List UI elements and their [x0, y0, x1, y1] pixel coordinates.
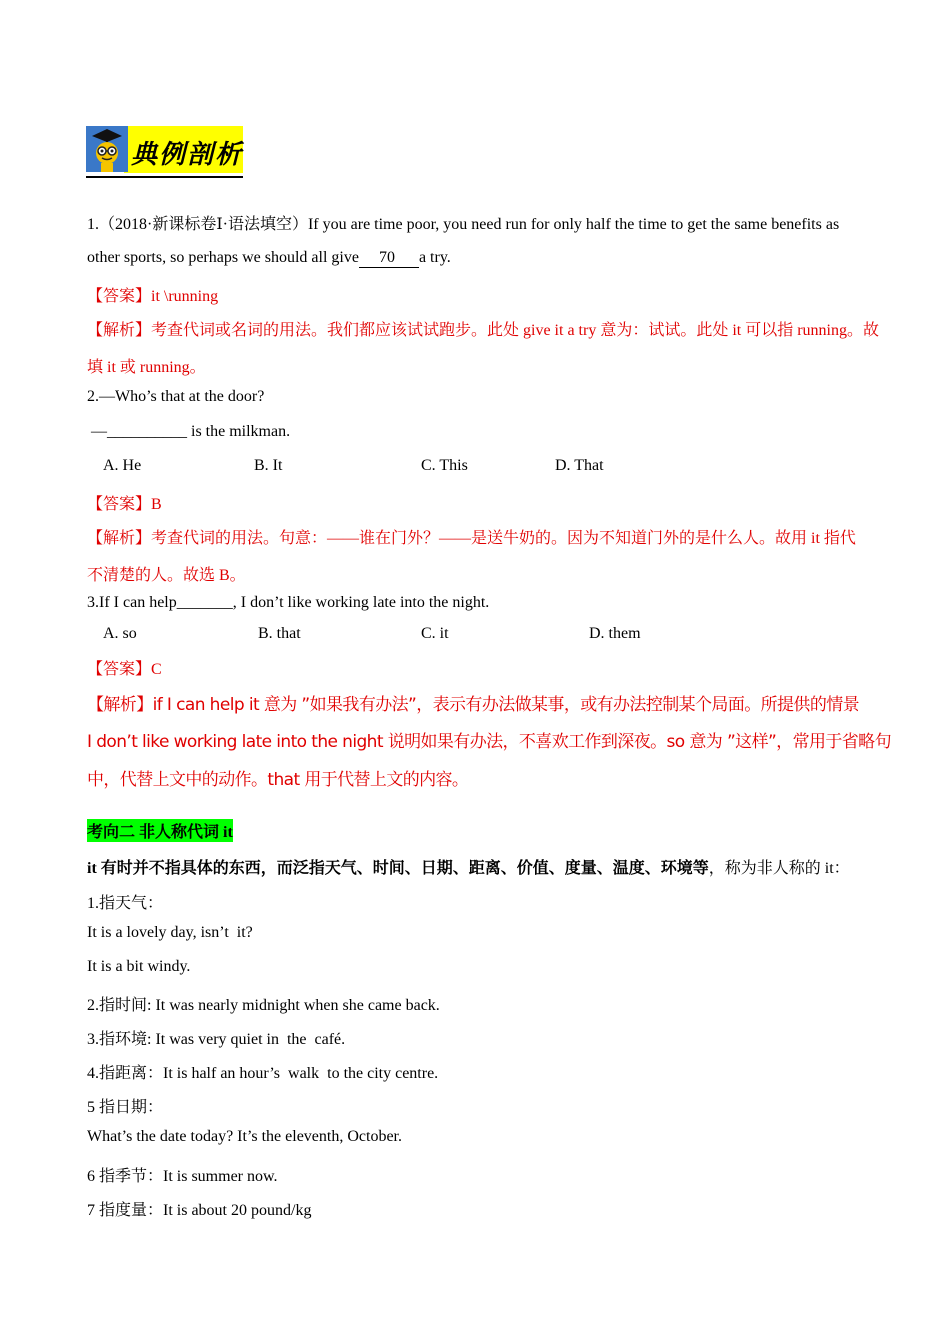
q1-blank: 70 [359, 249, 419, 268]
q3-option-c: C. it [421, 625, 449, 642]
q3-option-d: D. them [589, 625, 641, 642]
q1-analysis-line1: 【解析】考查代词或名词的用法。我们都应该试试跑步。此处 give it a try 意为：试试。此处 it 可以指 running。故 [87, 322, 879, 339]
list-item: What’s the date today? It’s the eleventh, October. [87, 1128, 402, 1145]
banner-title: 典例剖析 [131, 140, 244, 170]
q2-option-b: B. It [254, 457, 283, 474]
q2-option-c: C. This [421, 457, 468, 474]
list-item: It is a bit windy. [87, 958, 191, 975]
q1-answer: 【答案】it \running [87, 288, 219, 305]
list-item: 6 指季节：It is summer now. [87, 1168, 278, 1185]
q2-option-a: A. He [103, 457, 142, 474]
section2-intro [87, 855, 850, 878]
q2-analysis-line1: 【解析】考查代词的用法。句意：——谁在门外？——是送牛奶的。因为不知道门外的是什么人。故用 it 指代 [87, 530, 856, 547]
banner-underline [86, 176, 243, 178]
list-item: It is a lovely day, isn’t it? [87, 924, 253, 941]
section2-intro-rest: ，称为非人称的 it： [708, 860, 850, 877]
q1-stem-line2 [87, 249, 451, 268]
list-item: 1.指天气： [87, 895, 164, 912]
q2-analysis-line2: 不清楚的人。故选 B。 [87, 567, 246, 584]
section-banner [86, 126, 243, 174]
section2-heading: 考向二 非人称代词 it [87, 819, 233, 842]
q1-stem-post: a try. [418, 249, 451, 266]
section2-intro-bold: it 有时并不指具体的东西，而泛指天气、时间、日期、距离、价值、度量、温度、环境等 [87, 860, 709, 877]
q1-stem-line1: 1.（2018·新课标卷Ⅰ·语法填空）If you are time poor, you need run for only half the time to get the same benefits as [87, 216, 840, 233]
list-item: 2.指时间: It was nearly midnight when she came back. [87, 997, 440, 1014]
q2-option-d: D. That [555, 457, 604, 474]
q2-stem-line1: 2.—Who’s that at the door? [87, 388, 265, 405]
q3-analysis-line2: I don’t like working late into the night 说明如果有办法，不喜欢工作到深夜。so 意为 ”这样”，常用于省略句 [87, 732, 891, 752]
list-item: 5 指日期： [87, 1099, 164, 1116]
q3-analysis-line3: 中，代替上文中的动作。that 用于代替上文的内容。 [87, 770, 469, 790]
q3-answer: 【答案】C [87, 661, 162, 678]
q2-stem-line2: —__________ is the milkman. [87, 423, 291, 440]
q2-answer: 【答案】B [87, 496, 162, 513]
list-item: 4.指距离：It is half an hour’s walk to the city centre. [87, 1065, 439, 1082]
q3-option-a: A. so [103, 625, 137, 642]
q3-option-b: B. that [258, 625, 301, 642]
q3-analysis-line1: 【解析】if I can help it 意为 ”如果我有办法”，表示有办法做某事，或有办法控制某个局面。所提供的情景 [87, 695, 860, 715]
q3-stem: 3.If I can help_______, I don’t like working late into the night. [87, 594, 490, 611]
list-item: 7 指度量：It is about 20 pound/kg [87, 1202, 312, 1219]
q1-analysis-line2: 填 it 或 running。 [87, 359, 206, 376]
list-item: 3.指环境: It was very quiet in the café. [87, 1031, 346, 1048]
scholar-mascot-icon [86, 126, 128, 172]
q1-stem-pre: other sports, so perhaps we should all give [87, 249, 359, 266]
